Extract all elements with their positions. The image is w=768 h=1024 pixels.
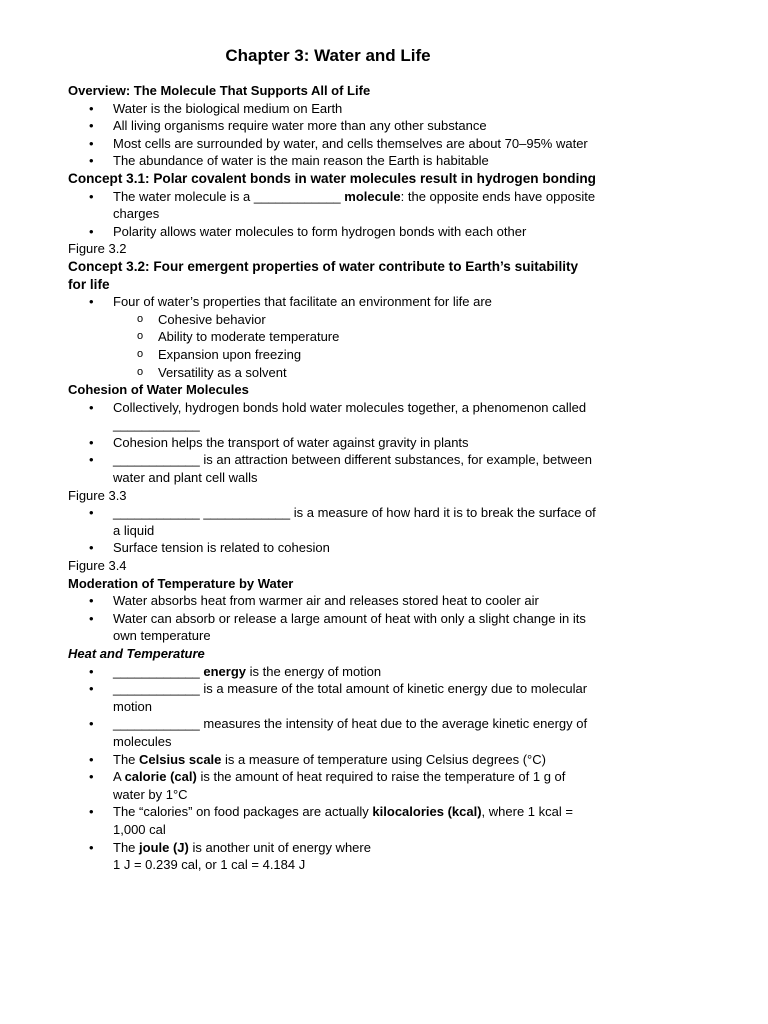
list-item: • Most cells are surrounded by water, and cells themselves are about 70–95% water	[68, 135, 598, 153]
overview-list	[68, 100, 598, 170]
list-item: • Water can absorb or release a large amount of heat with only a slight change in its own temperature	[68, 610, 598, 645]
overview-heading: Overview: The Molecule That Supports All of Life	[68, 83, 371, 98]
list-item: • A calorie (cal) is the amount of heat required to raise the temperature of 1 g of water by 1°C	[68, 768, 598, 803]
list-item: • The “calories” on food packages are actually kilocalories (kcal), where 1 kcal = 1,000 cal	[68, 803, 598, 838]
sub-list-item: o Expansion upon freezing	[68, 346, 598, 364]
list-item: • Water absorbs heat from warmer air and releases stored heat to cooler air	[68, 592, 598, 610]
list-item: • Cohesion helps the transport of water against gravity in plants	[68, 434, 598, 452]
list-item: • Four of water’s properties that facilitate an environment for life are	[68, 293, 598, 311]
concept-3-2-list	[68, 293, 598, 311]
properties-sublist	[68, 311, 598, 381]
list-item: • The Celsius scale is a measure of temperature using Celsius degrees (°C)	[68, 751, 598, 769]
list-item: • The abundance of water is the main reason the Earth is habitable	[68, 152, 598, 170]
list-item: • Surface tension is related to cohesion	[68, 539, 598, 557]
sub-list-item: o Cohesive behavior	[68, 311, 598, 329]
list-item: • ____________ energy is the energy of motion	[68, 663, 598, 681]
figure-label: Figure 3.4	[68, 558, 127, 574]
surface-tension-list	[68, 504, 598, 557]
heat-heading: Heat and Temperature	[68, 646, 205, 661]
list-item: • Polarity allows water molecules to form hydrogen bonds with each other	[68, 223, 598, 241]
concept-3-1-list	[68, 188, 598, 241]
document-body	[68, 82, 598, 874]
list-item: • The water molecule is a ____________ molecule: the opposite ends have opposite charges	[68, 188, 598, 223]
cohesion-list	[68, 399, 598, 487]
sub-list-item: o Versatility as a solvent	[68, 364, 598, 382]
list-item: • The joule (J) is another unit of energy where 1 J = 0.239 cal, or 1 cal = 4.184 J	[68, 839, 598, 874]
list-item: • Collectively, hydrogen bonds hold water molecules together, a phenomenon called ____________	[68, 399, 598, 434]
concept-3-1-heading: Concept 3.1: Polar covalent bonds in water molecules result in hydrogen bonding	[68, 170, 596, 186]
list-item: • Water is the biological medium on Earth	[68, 100, 598, 118]
moderation-list	[68, 592, 598, 645]
sub-list-item: o Ability to moderate temperature	[68, 328, 598, 346]
list-item: • ____________ measures the intensity of heat due to the average kinetic energy of molecules	[68, 715, 598, 750]
heat-list	[68, 663, 598, 874]
cohesion-heading: Cohesion of Water Molecules	[68, 382, 249, 398]
list-item: • ____________ is an attraction between different substances, for example, between water and plant cell walls	[68, 451, 598, 486]
list-item: • All living organisms require water more than any other substance	[68, 117, 598, 135]
list-item: • ____________ ____________ is a measure of how hard it is to break the surface of a liquid	[68, 504, 598, 539]
moderation-heading: Moderation of Temperature by Water	[68, 575, 294, 591]
concept-3-2-heading: Concept 3.2: Four emergent properties of water contribute to Earth’s suitability for life	[68, 258, 579, 292]
chapter-title: Chapter 3: Water and Life	[225, 46, 431, 65]
list-item: • ____________ is a measure of the total amount of kinetic energy due to molecular motion	[68, 680, 598, 715]
figure-label: Figure 3.3	[68, 487, 127, 503]
figure-label: Figure 3.2	[68, 241, 127, 257]
